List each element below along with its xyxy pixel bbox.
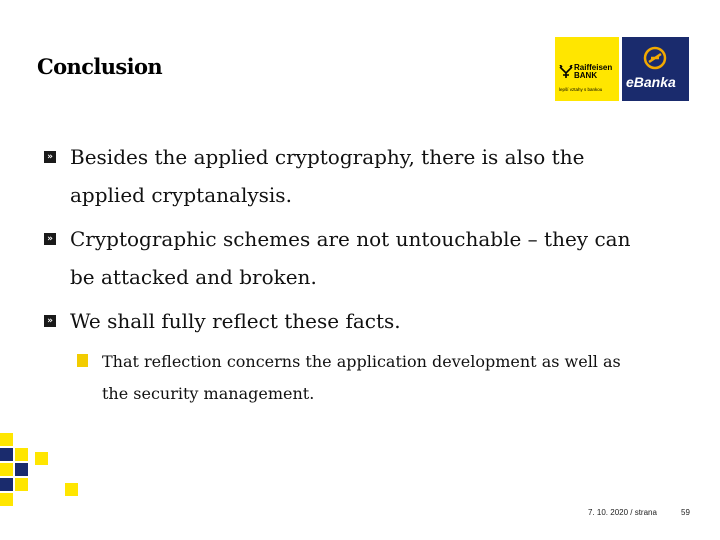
raiffeisen-cross-icon (559, 65, 573, 79)
footer-date: 7. 10. 2020 / strana (588, 508, 657, 517)
slide-title: Conclusion (37, 54, 163, 79)
sub-bullet-item: That reflection concerns the application development as well as the security management. (77, 346, 644, 410)
sub-bullet-square-icon (77, 354, 88, 367)
deco-square (35, 452, 48, 465)
bullet-arrow-icon: » (44, 315, 56, 327)
page-number: 59 (681, 508, 690, 517)
ebanka-name: eBanka (626, 74, 676, 90)
bullet-item: » We shall fully reflect these facts. (44, 302, 644, 340)
deco-square (15, 448, 28, 461)
deco-square (0, 493, 13, 506)
bullet-list (44, 138, 644, 410)
bullet-item: » Cryptographic schemes are not untouchable – they can be attacked and broken. (44, 220, 644, 296)
deco-square (0, 478, 13, 491)
deco-square (15, 463, 28, 476)
deco-square (0, 463, 13, 476)
bullet-item: » Besides the applied cryptography, there is also the applied cryptanalysis. (44, 138, 644, 214)
raiffeisen-tagline: lepší vztahy s bankou (559, 87, 603, 92)
raiffeisen-name: Raiffeisen BANK (574, 63, 613, 80)
deco-square (15, 478, 28, 491)
deco-square (65, 483, 78, 496)
bullet-arrow-icon: » (44, 233, 56, 245)
bullet-arrow-icon: » (44, 151, 56, 163)
raiffeisen-logo (555, 37, 619, 101)
deco-square (0, 433, 13, 446)
bank-logo (555, 37, 689, 101)
ebanka-logo (622, 37, 689, 101)
deco-square (0, 448, 13, 461)
ebanka-mark-icon (641, 45, 669, 71)
